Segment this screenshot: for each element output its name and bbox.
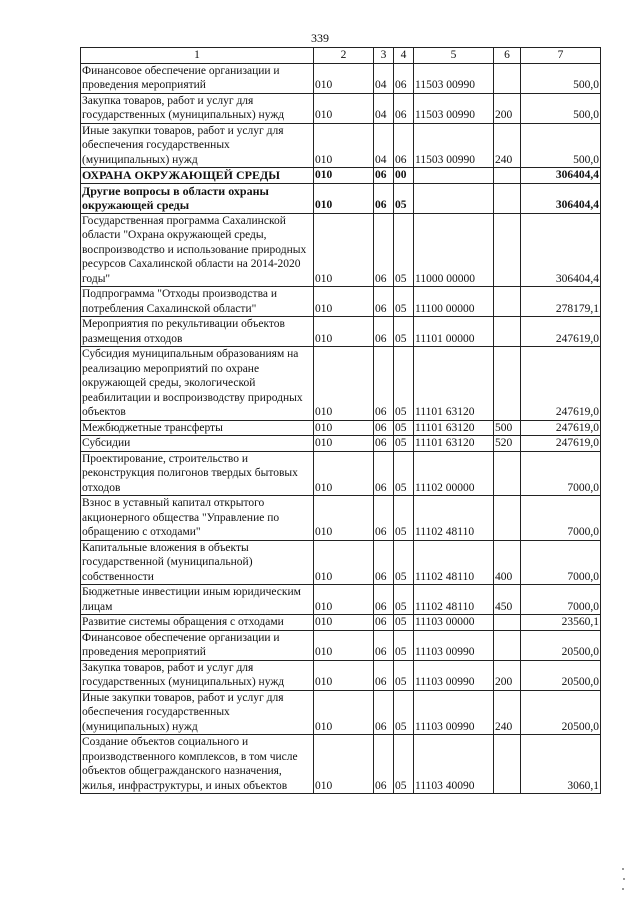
row-name-cell: Государственная программа Сахалинской области "Охрана окружающей среды, воспроизводство и использование природных ресурсов Сахалинской области на 2014-2020 годы" (81, 213, 314, 287)
row-amount: 306404,4 (521, 183, 601, 213)
table-row (81, 451, 601, 496)
row-expense-type-code (494, 287, 521, 317)
row-amount: 247619,0 (521, 347, 601, 421)
row-subsection-code: 05 (394, 183, 414, 213)
row-department-code: 010 (314, 420, 374, 436)
row-amount: 23560,1 (521, 615, 601, 631)
row-department-code: 010 (314, 690, 374, 735)
row-section-code: 06 (374, 347, 394, 421)
row-subsection-code: 06 (394, 93, 414, 123)
row-target-article-code: 11103 40090 (414, 735, 494, 794)
row-section-code: 06 (374, 436, 394, 452)
row-department-code: 010 (314, 615, 374, 631)
row-name-cell: Взнос в уставный капитал открытого акционерного общества "Управление по обращению с отходами" (81, 496, 314, 541)
row-expense-type-code: 450 (494, 585, 521, 615)
page-number: 339 (311, 31, 329, 45)
row-name-cell: Мероприятия по рекультивации объектов размещения отходов (81, 317, 314, 347)
row-subsection-code: 05 (394, 690, 414, 735)
row-department-code: 010 (314, 93, 374, 123)
row-section-code: 06 (374, 735, 394, 794)
row-section-code: 06 (374, 317, 394, 347)
row-name-cell: Межбюджетные трансферты (81, 420, 314, 436)
row-name-cell: Капитальные вложения в объекты государственной (муниципальной) собственности (81, 540, 314, 585)
row-section-code: 06 (374, 420, 394, 436)
row-expense-type-code: 240 (494, 123, 521, 168)
row-subsection-code: 05 (394, 540, 414, 585)
row-department-code: 010 (314, 63, 374, 93)
row-expense-type-code: 240 (494, 690, 521, 735)
table-row (81, 93, 601, 123)
row-subsection-code: 05 (394, 630, 414, 660)
row-target-article-code: 11103 00000 (414, 615, 494, 631)
row-section-code: 06 (374, 451, 394, 496)
row-department-code: 010 (314, 317, 374, 347)
table-row (81, 123, 601, 168)
column-header-section: 3 (374, 48, 394, 64)
row-subsection-code: 05 (394, 287, 414, 317)
row-target-article-code: 11000 00000 (414, 213, 494, 287)
row-subsection-code: 05 (394, 660, 414, 690)
table-row (81, 660, 601, 690)
row-expense-type-code (494, 347, 521, 421)
row-department-code: 010 (314, 660, 374, 690)
row-department-code: 010 (314, 630, 374, 660)
row-department-code: 010 (314, 183, 374, 213)
row-expense-type-code: 200 (494, 93, 521, 123)
row-amount: 500,0 (521, 123, 601, 168)
row-subsection-code: 05 (394, 585, 414, 615)
table-row (81, 168, 601, 184)
scan-artifact (623, 878, 625, 880)
row-section-code: 06 (374, 585, 394, 615)
scan-artifact (622, 888, 624, 890)
row-name-cell: Иные закупки товаров, работ и услуг для обеспечения государственных (муниципальных) нужд (81, 123, 314, 168)
row-amount: 247619,0 (521, 436, 601, 452)
row-subsection-code: 05 (394, 347, 414, 421)
row-name-cell: Закупка товаров, работ и услуг для государственных (муниципальных) нужд (81, 660, 314, 690)
row-target-article-code: 11101 63120 (414, 347, 494, 421)
table-row (81, 213, 601, 287)
table-row (81, 63, 601, 93)
row-name-cell: Развитие системы обращения с отходами (81, 615, 314, 631)
row-target-article-code: 11101 00000 (414, 317, 494, 347)
row-expense-type-code: 400 (494, 540, 521, 585)
table-row (81, 630, 601, 660)
row-amount: 20500,0 (521, 660, 601, 690)
scan-artifact (622, 868, 624, 870)
row-target-article-code (414, 168, 494, 184)
row-subsection-code: 05 (394, 420, 414, 436)
row-amount: 278179,1 (521, 287, 601, 317)
table-row (81, 420, 601, 436)
row-subsection-code: 00 (394, 168, 414, 184)
row-department-code: 010 (314, 451, 374, 496)
row-section-code: 06 (374, 690, 394, 735)
row-amount: 247619,0 (521, 317, 601, 347)
row-subsection-code: 05 (394, 213, 414, 287)
row-section-code: 06 (374, 287, 394, 317)
row-name-cell: Подпрограмма "Отходы производства и потребления Сахалинской области" (81, 287, 314, 317)
row-expense-type-code (494, 183, 521, 213)
table-row (81, 690, 601, 735)
row-subsection-code: 05 (394, 436, 414, 452)
table-row (81, 347, 601, 421)
row-target-article-code: 11503 00990 (414, 63, 494, 93)
row-department-code: 010 (314, 168, 374, 184)
row-name-cell: Другие вопросы в области охраны окружающей среды (81, 183, 314, 213)
row-expense-type-code (494, 168, 521, 184)
column-header-department: 2 (314, 48, 374, 64)
row-department-code: 010 (314, 436, 374, 452)
row-section-code: 04 (374, 123, 394, 168)
row-target-article-code: 11103 00990 (414, 630, 494, 660)
row-name-cell: Создание объектов социального и производственного комплексов, в том числе объектов общегражданского назначения, жилья, инфраструктуры, и иных объектов (81, 735, 314, 794)
row-section-code: 04 (374, 63, 394, 93)
row-name-cell: Иные закупки товаров, работ и услуг для обеспечения государственных (муниципальных) нужд (81, 690, 314, 735)
table-row (81, 615, 601, 631)
row-target-article-code: 11103 00990 (414, 660, 494, 690)
row-section-code: 06 (374, 168, 394, 184)
table-row (81, 496, 601, 541)
row-amount: 7000,0 (521, 585, 601, 615)
column-header-target-article: 5 (414, 48, 494, 64)
row-name-cell: Закупка товаров, работ и услуг для государственных (муниципальных) нужд (81, 93, 314, 123)
column-header-subsection: 4 (394, 48, 414, 64)
row-section-code: 04 (374, 93, 394, 123)
row-target-article-code: 11102 48110 (414, 585, 494, 615)
table-row (81, 540, 601, 585)
row-target-article-code: 11102 48110 (414, 496, 494, 541)
row-target-article-code: 11503 00990 (414, 123, 494, 168)
row-name-cell: Субсидии (81, 436, 314, 452)
table-row (81, 436, 601, 452)
row-target-article-code: 11101 63120 (414, 420, 494, 436)
row-target-article-code: 11100 00000 (414, 287, 494, 317)
row-amount: 20500,0 (521, 630, 601, 660)
row-target-article-code: 11101 63120 (414, 436, 494, 452)
row-expense-type-code (494, 451, 521, 496)
row-name-cell: Финансовое обеспечение организации и проведения мероприятий (81, 63, 314, 93)
row-subsection-code: 06 (394, 63, 414, 93)
row-department-code: 010 (314, 347, 374, 421)
row-name-cell: Бюджетные инвестиции иным юридическим лицам (81, 585, 314, 615)
row-subsection-code: 05 (394, 615, 414, 631)
row-expense-type-code (494, 735, 521, 794)
row-department-code: 010 (314, 213, 374, 287)
row-section-code: 06 (374, 660, 394, 690)
row-section-code: 06 (374, 496, 394, 541)
table-header-row (81, 48, 601, 64)
row-section-code: 06 (374, 615, 394, 631)
row-department-code: 010 (314, 735, 374, 794)
row-amount: 247619,0 (521, 420, 601, 436)
budget-table (80, 47, 601, 794)
row-section-code: 06 (374, 540, 394, 585)
column-header-expense-type: 6 (494, 48, 521, 64)
table-row (81, 183, 601, 213)
row-subsection-code: 06 (394, 123, 414, 168)
column-header-amount: 7 (521, 48, 601, 64)
row-expense-type-code (494, 496, 521, 541)
table-row (81, 317, 601, 347)
row-section-code: 06 (374, 213, 394, 287)
row-amount: 7000,0 (521, 451, 601, 496)
row-department-code: 010 (314, 585, 374, 615)
row-target-article-code: 11102 48110 (414, 540, 494, 585)
row-subsection-code: 05 (394, 496, 414, 541)
row-amount: 7000,0 (521, 496, 601, 541)
row-target-article-code: 11102 00000 (414, 451, 494, 496)
row-department-code: 010 (314, 496, 374, 541)
row-amount: 3060,1 (521, 735, 601, 794)
row-expense-type-code: 500 (494, 420, 521, 436)
table-body (81, 63, 601, 794)
row-name-cell: Проектирование, строительство и реконструкция полигонов твердых бытовых отходов (81, 451, 314, 496)
row-department-code: 010 (314, 540, 374, 585)
row-expense-type-code (494, 317, 521, 347)
row-amount: 306404,4 (521, 213, 601, 287)
column-header-name: 1 (81, 48, 314, 64)
row-subsection-code: 05 (394, 735, 414, 794)
row-amount: 306404,4 (521, 168, 601, 184)
row-expense-type-code: 520 (494, 436, 521, 452)
row-target-article-code: 11503 00990 (414, 93, 494, 123)
row-target-article-code (414, 183, 494, 213)
row-department-code: 010 (314, 287, 374, 317)
row-target-article-code: 11103 00990 (414, 690, 494, 735)
row-amount: 7000,0 (521, 540, 601, 585)
row-subsection-code: 05 (394, 451, 414, 496)
row-subsection-code: 05 (394, 317, 414, 347)
row-section-code: 06 (374, 183, 394, 213)
row-name-cell: Финансовое обеспечение организации и проведения мероприятий (81, 630, 314, 660)
table-row (81, 735, 601, 794)
row-expense-type-code (494, 63, 521, 93)
row-section-code: 06 (374, 630, 394, 660)
table-row (81, 287, 601, 317)
table-row (81, 585, 601, 615)
row-expense-type-code: 200 (494, 660, 521, 690)
row-amount: 500,0 (521, 63, 601, 93)
row-expense-type-code (494, 630, 521, 660)
row-amount: 20500,0 (521, 690, 601, 735)
row-expense-type-code (494, 615, 521, 631)
row-expense-type-code (494, 213, 521, 287)
row-name-cell: ОХРАНА ОКРУЖАЮЩЕЙ СРЕДЫ (81, 168, 314, 184)
row-name-cell: Субсидия муниципальным образованиям на реализацию мероприятий по охране окружающей среды, экологической реабилитации и воспроизводству природных объектов (81, 347, 314, 421)
row-amount: 500,0 (521, 93, 601, 123)
row-department-code: 010 (314, 123, 374, 168)
